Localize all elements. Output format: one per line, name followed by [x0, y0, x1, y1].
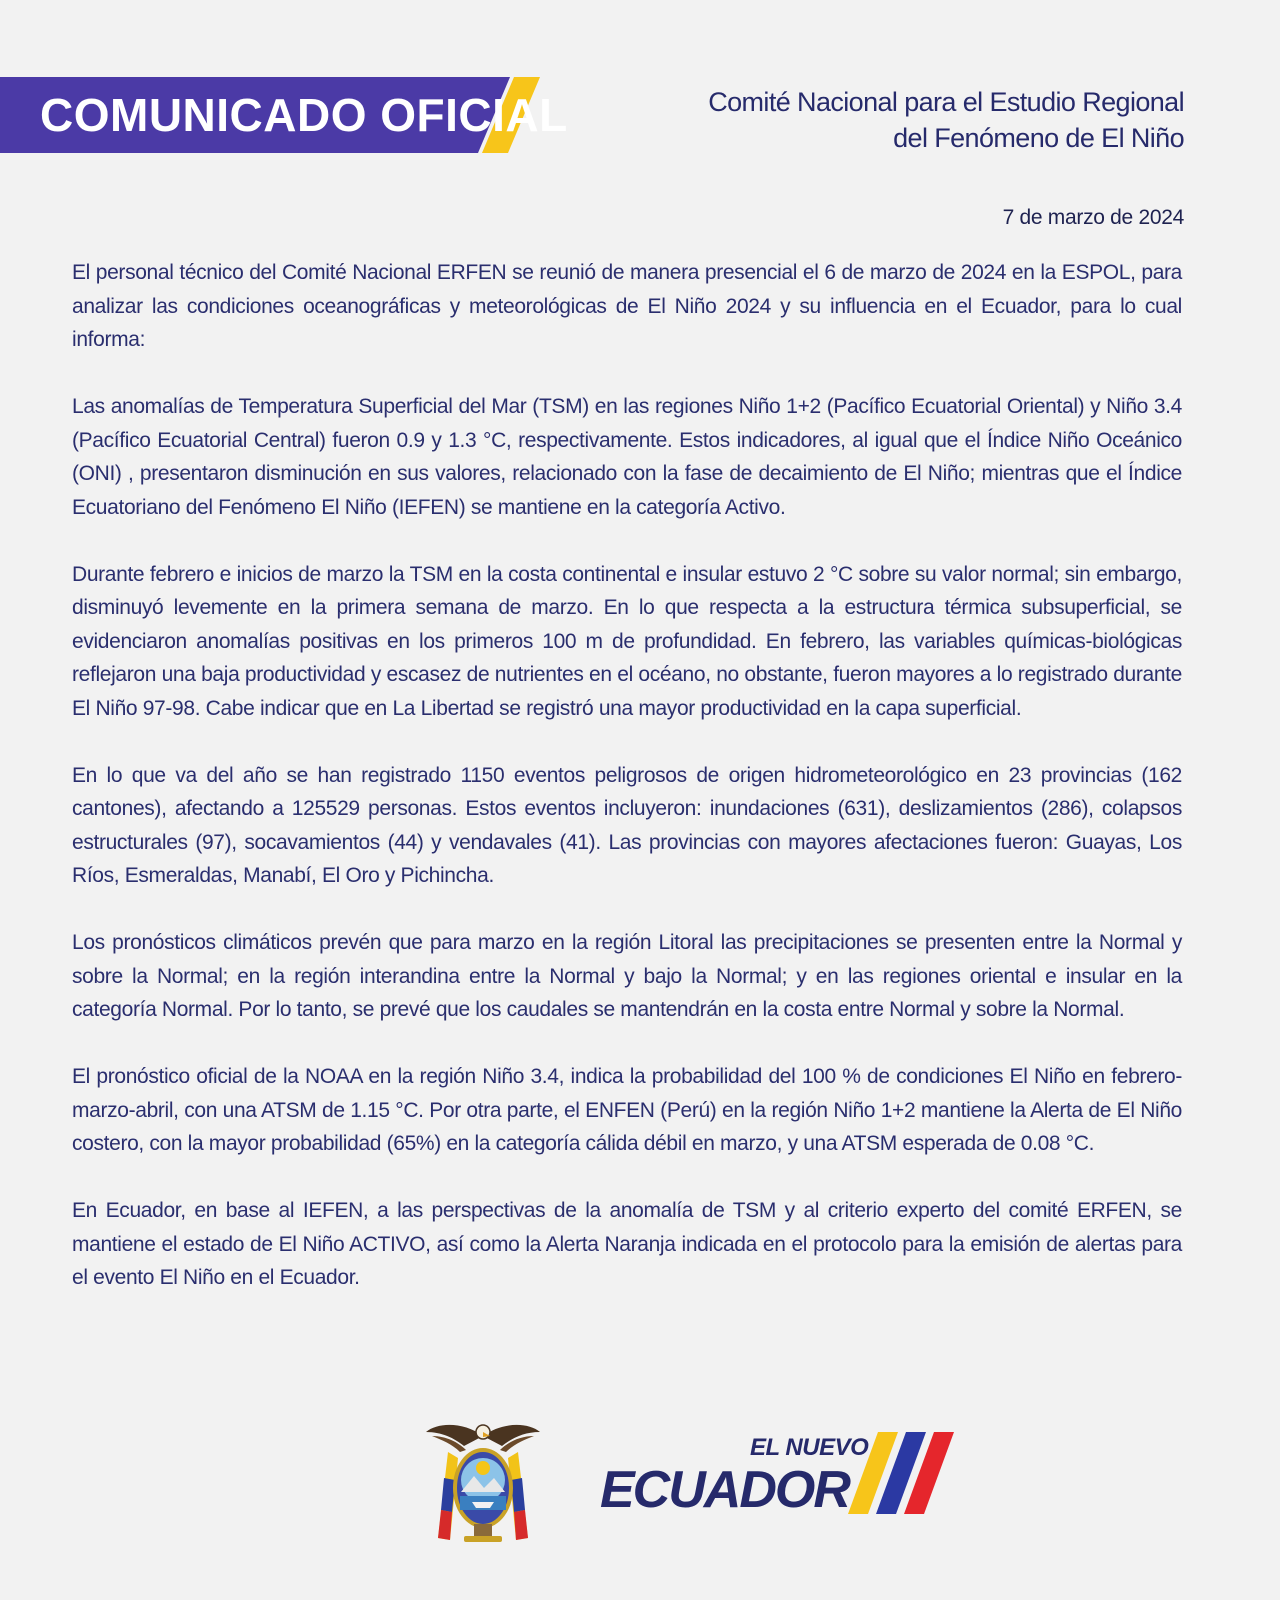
committee-line-2: del Fenómeno de El Niño	[893, 123, 1184, 153]
document-body	[72, 256, 1182, 1295]
logo-text-big: ECUADOR	[600, 1461, 849, 1519]
committee-line-1: Comité Nacional para el Estudio Regional	[708, 87, 1184, 117]
flag-stripes-icon	[848, 1432, 958, 1532]
paragraph: Durante febrero e inicios de marzo la TSM en la costa continental e insular estuvo 2 °C sobre su valor normal; sin embargo, disminuyó levemente en la primera semana de marzo. En lo que respecta a la estructura térmica subsuperficial, se evidenciaron anomalías positivas en los primeros 100 m de profundidad. En febrero, las variables químicas-biológicas reflejaron una baja productividad y escasez de nutrientes en el océano, no obstante, fueron mayores a lo registrado durante El Niño 97-98. Cabe indicar que en La Libertad se registró una mayor productividad en la capa superficial.	[72, 562, 1182, 720]
paragraph: El personal técnico del Comité Nacional ERFEN se reunió de manera presencial el 6 de marzo de 2024 en la ESPOL, para analizar las condiciones oceanográficas y meteorológicas de El Niño 2024 y su influencia en el Ecuador, para lo cual informa:	[72, 261, 1182, 351]
el-nuevo-ecuador-logo	[600, 1432, 960, 1532]
paragraph: En lo que va del año se han registrado 1150 eventos peligrosos de origen hidrometeorológico en 23 provincias (162 cantones), afectando a 125529 personas. Estos eventos incluyeron: inundaciones (631), deslizamientos (286), colapsos estructurales (97), socavamientos (44) y vendavales (41). Las provincias con mayores afectaciones fueron: Guayas, Los Ríos, Esmeraldas, Manabí, El Oro y Pichincha.	[72, 763, 1182, 887]
paragraph: Los pronósticos climáticos prevén que para marzo en la región Litoral las precipitaciones se presenten entre la Normal y sobre la Normal; en la región interandina entre la Normal y bajo la Normal; y en las regiones oriental e insular en la categoría Normal. Por lo tanto, se prevé que los caudales se mantendrán en la costa entre Normal y sobre la Normal.	[72, 931, 1182, 1021]
paragraph: El pronóstico oficial de la NOAA en la región Niño 3.4, indica la probabilidad del 100 % de condiciones El Niño en febrero-marzo-abril, con una ATSM de 1.15 °C. Por otra parte, el ENFEN (Perú) en la región Niño 1+2 mantiene la Alerta de El Niño costero, con la mayor probabilidad (65%) en la categoría cálida débil en marzo, y una ATSM esperada de 0.08 °C.	[72, 1065, 1182, 1155]
header-banner	[0, 77, 568, 153]
banner-title: COMUNICADO OFICIAL	[40, 89, 568, 141]
ecuador-coat-of-arms-icon	[424, 1418, 542, 1548]
document-date: 7 de marzo de 2024	[1002, 206, 1184, 229]
paragraph: En Ecuador, en base al IEFEN, a las perspectivas de la anomalía de TSM y al criterio experto del comité ERFEN, se mantiene el estado de El Niño ACTIVO, así como la Alerta Naranja indicada en el protocolo para la emisión de alertas para el evento El Niño en el Ecuador.	[72, 1199, 1182, 1289]
logo-text-small: EL NUEVO	[750, 1434, 869, 1461]
committee-name	[664, 84, 1184, 156]
paragraph: Las anomalías de Temperatura Superficial del Mar (TSM) en las regiones Niño 1+2 (Pacífico Ecuatorial Oriental) y Niño 3.4 (Pacífico Ecuatorial Central) fueron 0.9 y 1.3 °C, respectivamente. Estos indicadores, al igual que el Índice Niño Oceánico (ONI) , presentaron disminución en sus valores, relacionado con la fase de decaimiento de El Niño; mientras que el Índice Ecuatoriano del Fenómeno El Niño (IEFEN) se mantiene en la categoría Activo.	[72, 395, 1182, 519]
